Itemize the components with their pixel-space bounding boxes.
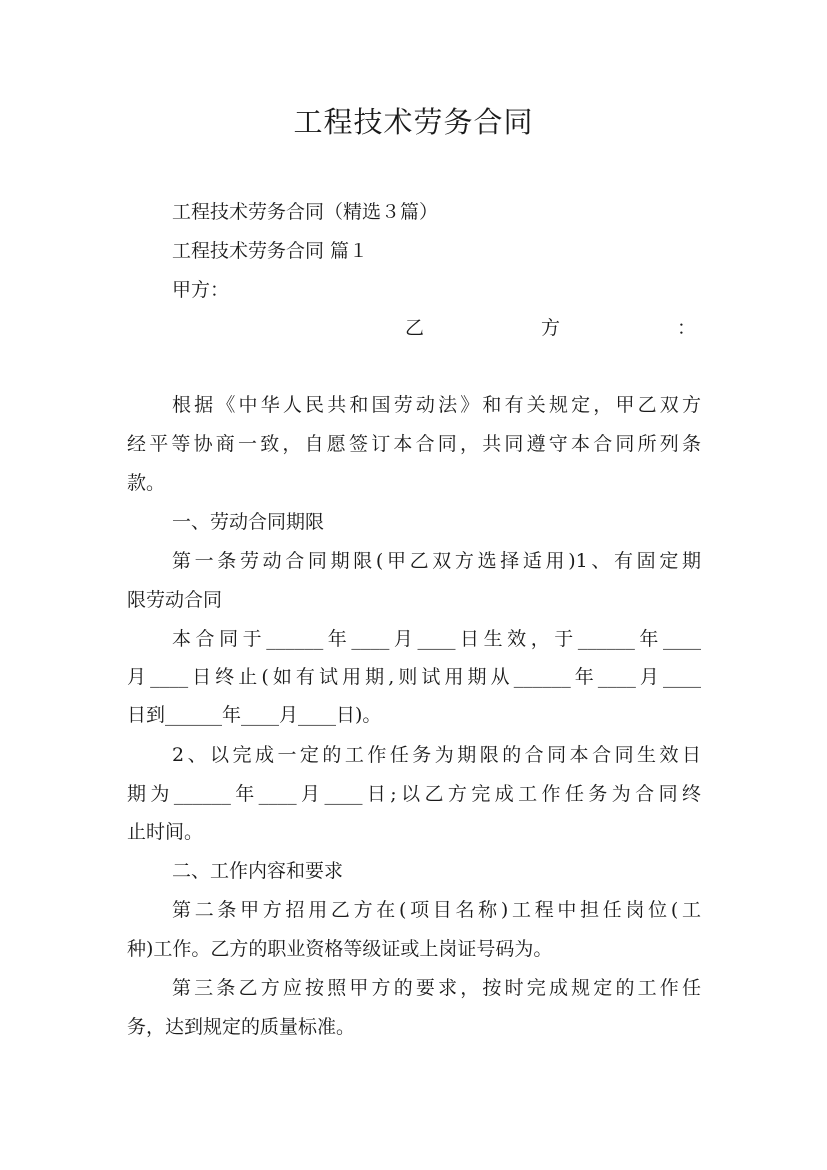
document-title: 工程技术劳务合同 (293, 105, 534, 139)
basis-paragraph-line-2: 经平等协商一致，自愿签订本合同，共同遵守本合同所列条 (127, 433, 701, 455)
fixed-term-line-1: 本合同于______年____月____日生效，于______年____ (172, 628, 701, 650)
task-term-line-3: 止时间。 (127, 821, 204, 843)
fixed-term-line-3: 日到______年____月____日)。 (127, 704, 382, 726)
basis-paragraph-line-1: 根据《中华人民共和国劳动法》和有关规定，甲乙双方 (172, 394, 701, 416)
article-2-line-2: 种)工作。乙方的职业资格等级证或上岗证号码为。 (127, 938, 553, 960)
part-heading: 工程技术劳务合同 篇１ (172, 240, 369, 262)
basis-paragraph-line-3: 款。 (127, 472, 166, 494)
party-b-char-2: 方 (541, 317, 561, 339)
article-1-line-2: 限劳动合同 (127, 589, 223, 611)
article-3-line-2: 务，达到规定的质量标准。 (127, 1016, 356, 1038)
article-3-line-1: 第三条乙方应按照甲方的要求，按时完成规定的工作任 (172, 977, 701, 999)
section-2-heading: 二、工作内容和要求 (172, 860, 344, 882)
party-a-label: 甲方： (172, 279, 230, 301)
party-b-colon: ： (677, 317, 697, 339)
article-1-line-1: 第一条劳动合同期限(甲乙双方选择适用)1、有固定期 (172, 550, 701, 572)
document-subtitle: 工程技术劳务合同（精选３篇） (172, 201, 439, 223)
section-1-heading: 一、劳动合同期限 (172, 511, 325, 533)
task-term-line-1: 2、以完成一定的工作任务为期限的合同本合同生效日 (172, 744, 701, 766)
article-2-line-1: 第二条甲方招用乙方在(项目名称)工程中担任岗位(工 (172, 899, 701, 921)
task-term-line-2: 期为______年____月____日;以乙方完成工作任务为合同终 (127, 783, 701, 805)
party-b-char-1: 乙 (405, 317, 425, 339)
fixed-term-line-2: 月____日终止(如有试用期,则试用期从______年____月____ (127, 666, 701, 688)
party-b-label (405, 313, 695, 343)
